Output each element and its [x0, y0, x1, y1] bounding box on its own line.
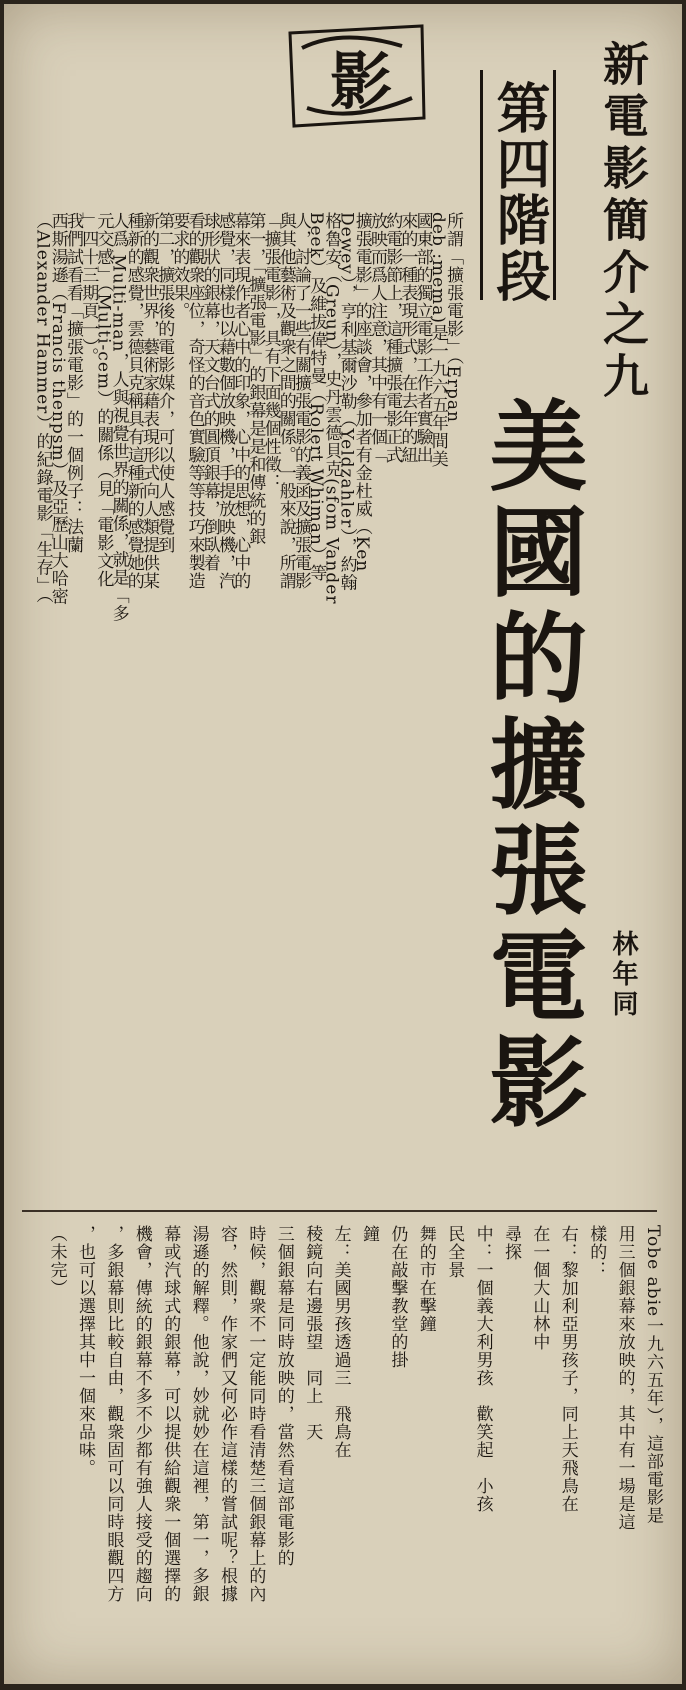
text-column-top: 人爲 Multi-man，人與視覺世界的關係，就是「多	[108, 212, 129, 623]
series-heading: 新電影簡介之九	[596, 40, 650, 404]
text-column-bottom: 右：黎加利亞男孩子，同上天飛鳥在	[557, 1225, 578, 1513]
text-column-bottom: 中：一個義大利男孩 歡笑起 小孩	[472, 1225, 493, 1513]
text-column-bottom: 時候，觀衆不一定能同時看清楚三個銀幕上的內	[245, 1225, 266, 1603]
text-column-top: （Alexander Hammer）的紀錄電影「生存」（	[32, 212, 53, 604]
text-column-bottom: ，也可以選擇其中一個來品味。	[75, 1225, 95, 1477]
text-column-bottom: 鐘	[359, 1225, 379, 1243]
text-column-top: 要求的效果。	[169, 212, 190, 320]
text-column-bottom: 三個銀幕是同時放映的，當然看這部電影的	[273, 1225, 294, 1567]
text-column-top: 元交感」（Multi-cem）的關係（見「電影文化	[93, 212, 114, 589]
text-column-top: 與其他藝術及觀衆之間的關係。一般來說，所謂	[275, 212, 296, 590]
text-column-top: 國東部的獨立電影工作者實驗出	[412, 212, 433, 464]
subtitle: 第四階段	[488, 80, 552, 304]
text-column-bottom: ，多銀幕則比較自由，觀衆固可以同時眼觀四方	[103, 1225, 124, 1603]
text-column-top: 種新的感覺，雲德貝克稱具有這種新的感覺她的	[123, 212, 144, 590]
text-column-top: 」四十三期頁一）。	[78, 212, 99, 366]
text-column-top: Dewey），亨利基爾沙勒（Yeldzahler），約翰	[336, 212, 357, 592]
section-divider	[22, 1210, 657, 1212]
text-column-bottom: 湯遜的解釋。他說，妙就妙在這裡，第一，多銀	[188, 1225, 209, 1603]
text-column-bottom: 幕或汽球式的銀幕，可以提供給觀衆一個選擇的	[160, 1225, 181, 1603]
text-column-top: 幕來表現作者心中的印象，心中的思想，心中的	[230, 212, 251, 590]
text-column-top: 格魯安（Greun），史丹雲德貝克(sfom Vander	[321, 212, 342, 605]
text-column-bottom: 用三個銀幕來放映的，其中有一場是這	[614, 1225, 635, 1531]
text-column-top: 我們試看看「擴張電影」的一個例子：法蘭	[63, 212, 83, 554]
text-column-top: deb :mema)是一九六五年間美	[427, 212, 448, 469]
text-column-top: 放映而爲人注意，其中有一個「	[367, 212, 387, 464]
article-title: 美國的擴張電影	[473, 395, 588, 1137]
text-column-bottom: 尋探	[501, 1225, 521, 1261]
text-column-bottom: 仍在敲擊教堂的掛	[387, 1225, 408, 1369]
text-column-top: 來的一種表現形式，在去年的紐	[397, 212, 418, 464]
text-column-bottom: Tobe abie一九六五年），這部電影是	[643, 1225, 663, 1525]
column-logo	[282, 18, 432, 133]
text-column-top: Beek）及維拔偉特曼（Rolert Whiman）等	[306, 212, 327, 582]
text-column-top: 所謂「擴張電影」（Erpan	[443, 212, 463, 424]
text-column-top: 球形狀的銀幕，天文台式的圓頂銀幕，倒臥着	[199, 212, 220, 572]
text-column-bottom: （未完）	[46, 1225, 67, 1297]
text-column-top: 西斯湯遜（Francis thenpsm）及亞歷山大哈密	[47, 212, 68, 606]
text-column-top: 「擴張電影」，具有下面幾個性徵：	[260, 212, 281, 492]
text-column-top: 第二，擴張後的電影媒介，可以使人感覺到	[154, 212, 175, 554]
text-column-bottom: 在一個大山林中	[529, 1225, 550, 1351]
text-column-top: 擴張電影」的座談會，參加者有金杜威（Ken	[351, 212, 372, 573]
text-column-top: 感覺，同樣也以藉數個放映機，手提放映機，汽	[215, 212, 235, 590]
text-column-bottom: 民全景	[444, 1225, 465, 1279]
text-column-bottom: 舞的市在擊鐘	[415, 1225, 436, 1333]
text-column-bottom: 機會，傳統的銀幕不多不少都有強人接受的趨向	[131, 1225, 152, 1603]
text-column-bottom: 容，然則，作家們又何必作這樣的嘗試呢？根據	[217, 1225, 237, 1603]
text-column-bottom: 稜鏡向右邊張望 同上 天	[302, 1225, 323, 1441]
text-column-bottom: 左：美國男孩透過三 飛鳥在	[330, 1225, 351, 1459]
text-column-top: 約電影節上，這種擴張電影正式	[382, 212, 403, 464]
author-byline: 林年同	[608, 930, 638, 1020]
text-column-top: 第一，「擴張電影」的銀幕是是和傳統的銀	[245, 212, 266, 546]
text-column-top: 新的觀衆世界，藝術家藉表現形式向人類提供某	[139, 212, 159, 590]
text-column-top: 人，討論了一些有關擴張電影的義函及擴張電影	[291, 212, 311, 590]
logo-glyph: 影	[330, 45, 393, 118]
text-column-bottom: 樣的：	[586, 1225, 607, 1279]
text-column-top: 看的觀衆座位，奇怪的音色實驗等等技巧來製造	[184, 212, 205, 590]
